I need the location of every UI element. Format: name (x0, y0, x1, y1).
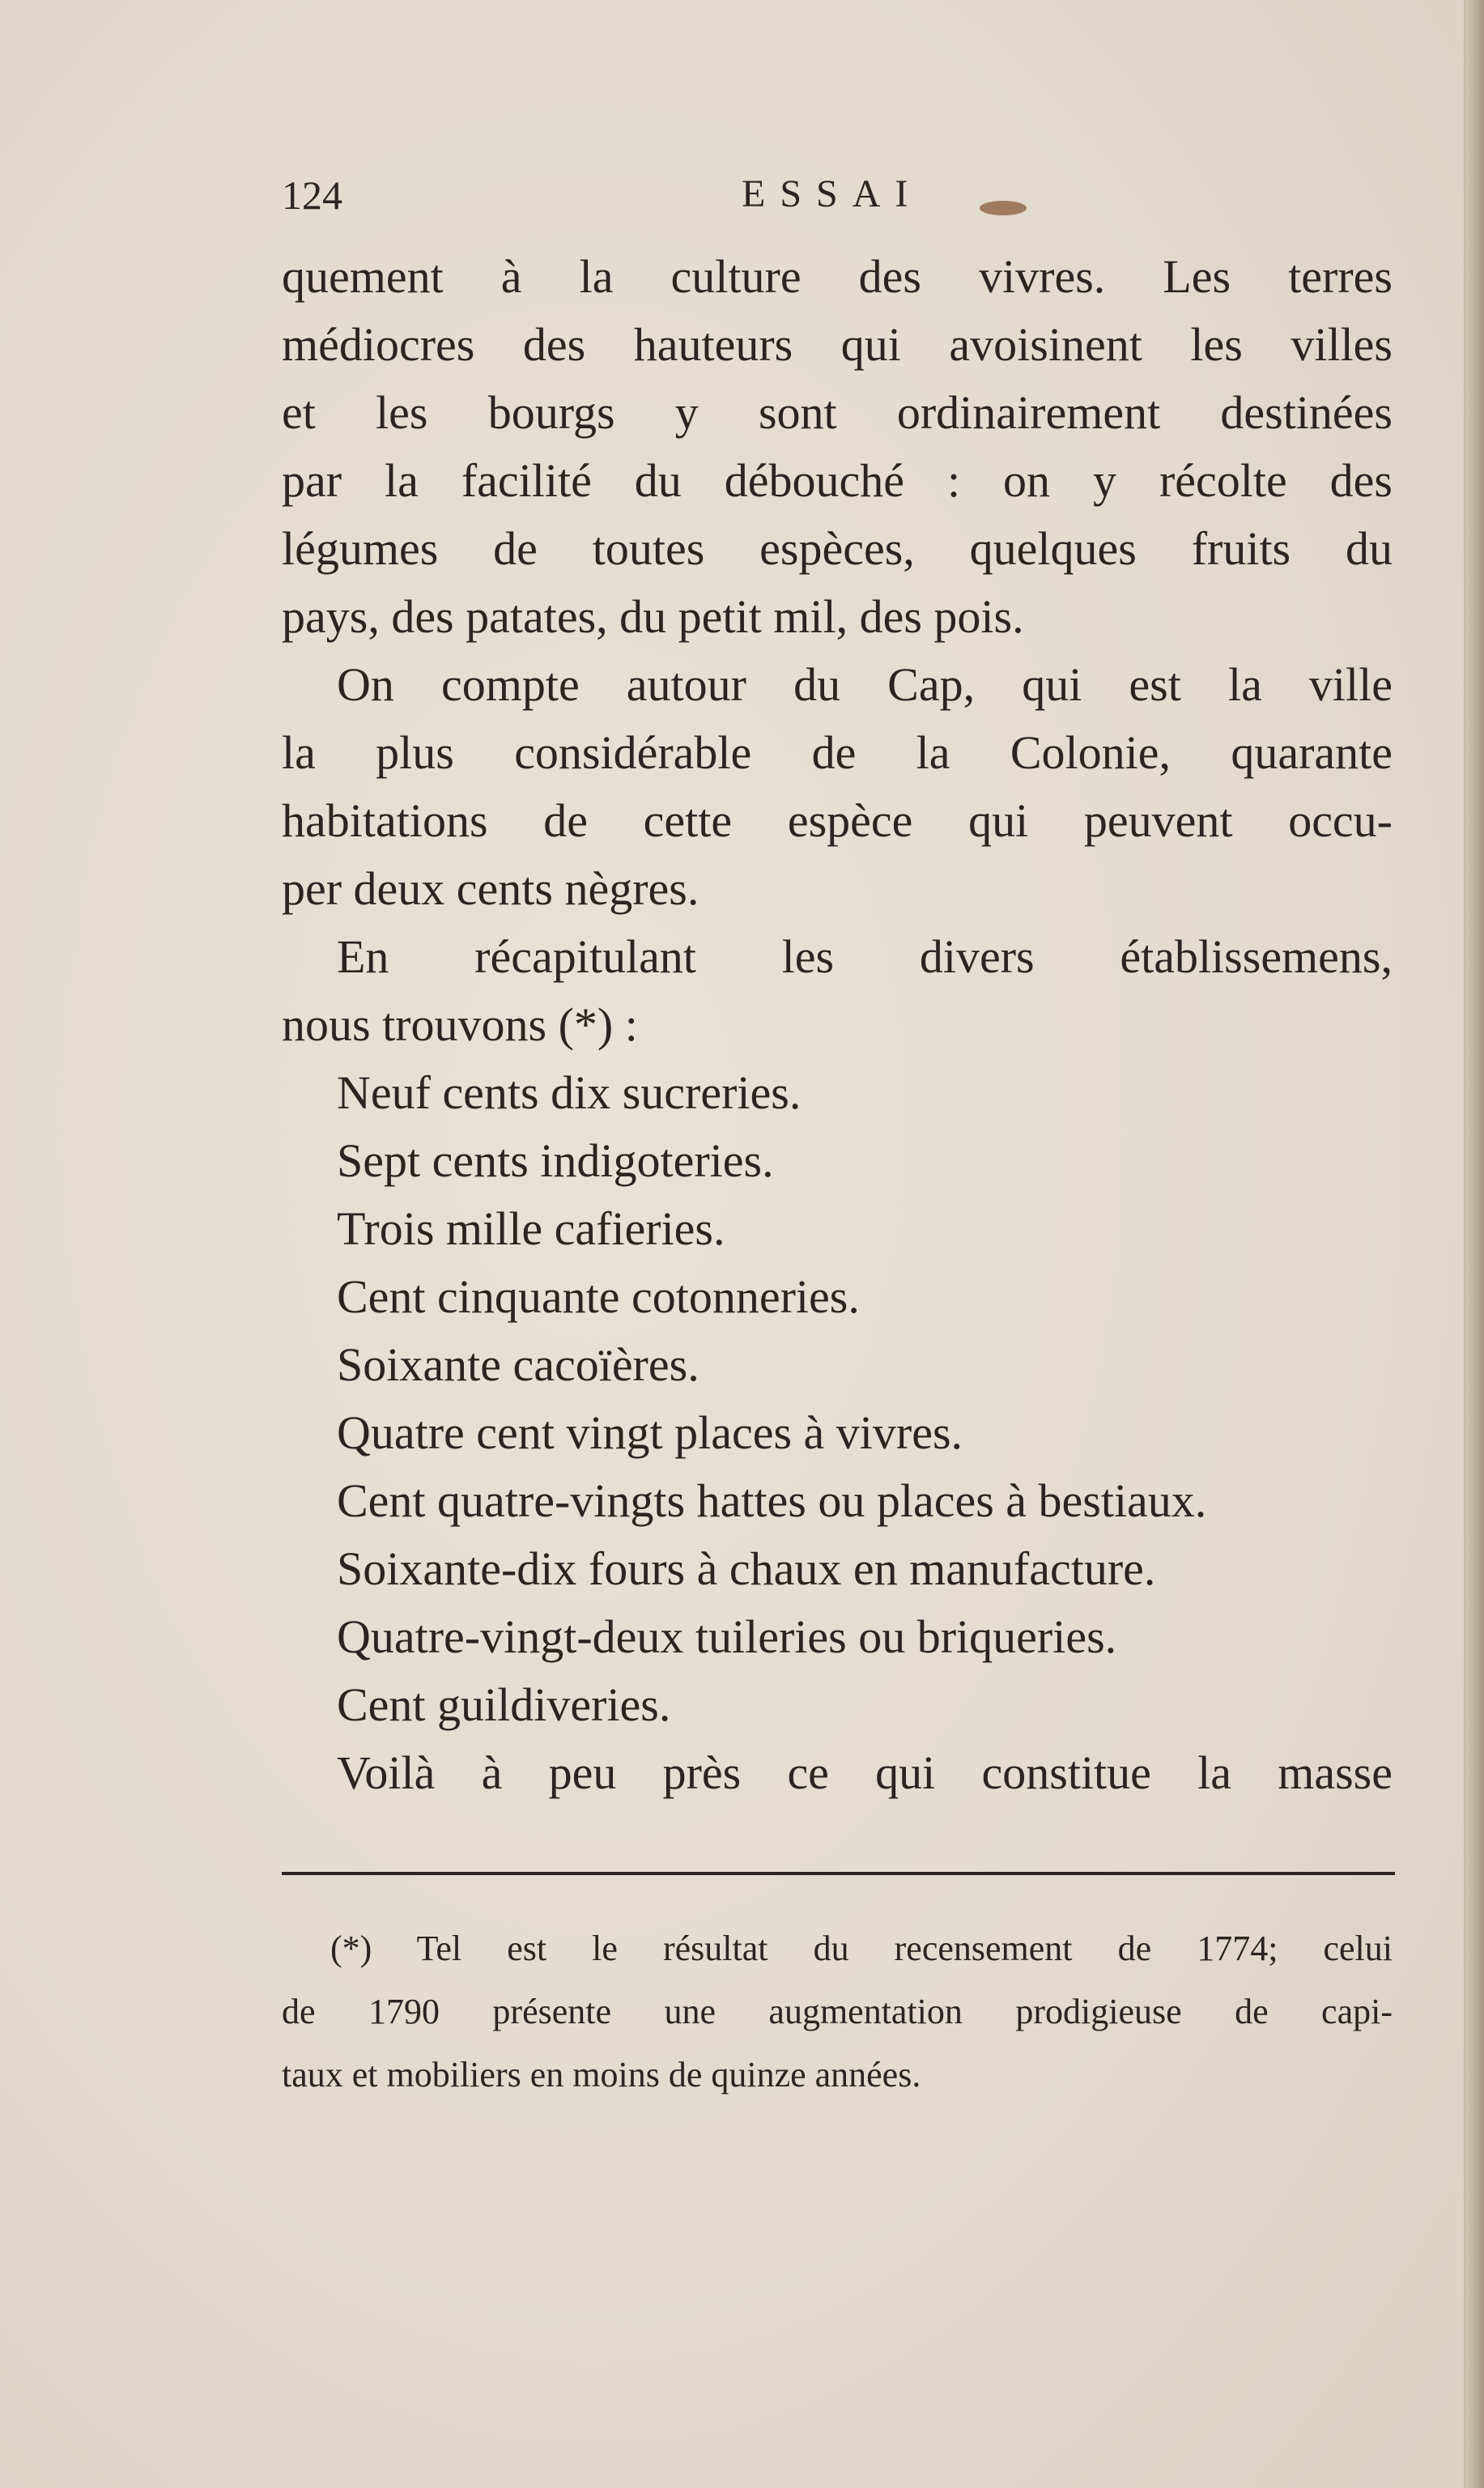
text-line: per deux cents nègres. (282, 862, 699, 915)
page-header (282, 172, 1399, 220)
main-text (282, 243, 1393, 1807)
footnote-line: (*) Tel est le résultat du recensement de 1774; celui (330, 1929, 1393, 1968)
list-item: Cent guildiveries. (337, 1678, 671, 1731)
footnote-line: de 1790 présente une augmentation prodigieuse de capi- (282, 1992, 1393, 2031)
list-item: Quatre cent vingt places à vivres. (337, 1406, 963, 1459)
paragraph-start-line: En récapitulant les divers établissemens, (337, 930, 1393, 983)
paragraph-start-line: On compte autour du Cap, qui est la ville (337, 658, 1393, 711)
footnote-rule (282, 1872, 1395, 1875)
footnote-line: taux et mobiliers en moins de quinze années. (282, 2055, 921, 2095)
paragraph-start-line: Voilà à peu près ce qui constitue la masse (337, 1746, 1393, 1799)
text-line: quement à la culture des vivres. Les terres (282, 250, 1393, 303)
text-line: légumes de toutes espèces, quelques fruits du (282, 522, 1393, 575)
page-number: 124 (282, 172, 342, 218)
ink-smudge (980, 201, 1027, 215)
text-line: et les bourgs y sont ordinairement destinées (282, 386, 1393, 439)
text-line: pays, des patates, du petit mil, des pois. (282, 590, 1024, 643)
list-item: Trois mille cafieries. (337, 1202, 725, 1255)
text-line: par la facilité du débouché : on y récolte des (282, 454, 1393, 507)
text-line: la plus considérable de la Colonie, quarante (282, 726, 1393, 779)
list-item: Cent cinquante cotonneries. (337, 1270, 860, 1323)
list-item: Cent quatre-vingts hattes ou places à bestiaux. (337, 1474, 1207, 1527)
list-item: Sept cents indigoteries. (337, 1134, 774, 1187)
page-edge (1466, 0, 1484, 2488)
list-item: Quatre-vingt-deux tuileries ou briqueries. (337, 1610, 1117, 1663)
list-item: Neuf cents dix sucreries. (337, 1066, 802, 1119)
text-line: habitations de cette espèce qui peuvent occu- (282, 794, 1393, 847)
list-item: Soixante-dix fours à chaux en manufacture. (337, 1542, 1156, 1595)
running-head: ESSAI (742, 172, 923, 215)
text-line: médiocres des hauteurs qui avoisinent les villes (282, 318, 1393, 371)
footnote (282, 1917, 1393, 2107)
list-item: Soixante cacoïères. (337, 1338, 699, 1391)
text-line: nous trouvons (*) : (282, 998, 638, 1051)
